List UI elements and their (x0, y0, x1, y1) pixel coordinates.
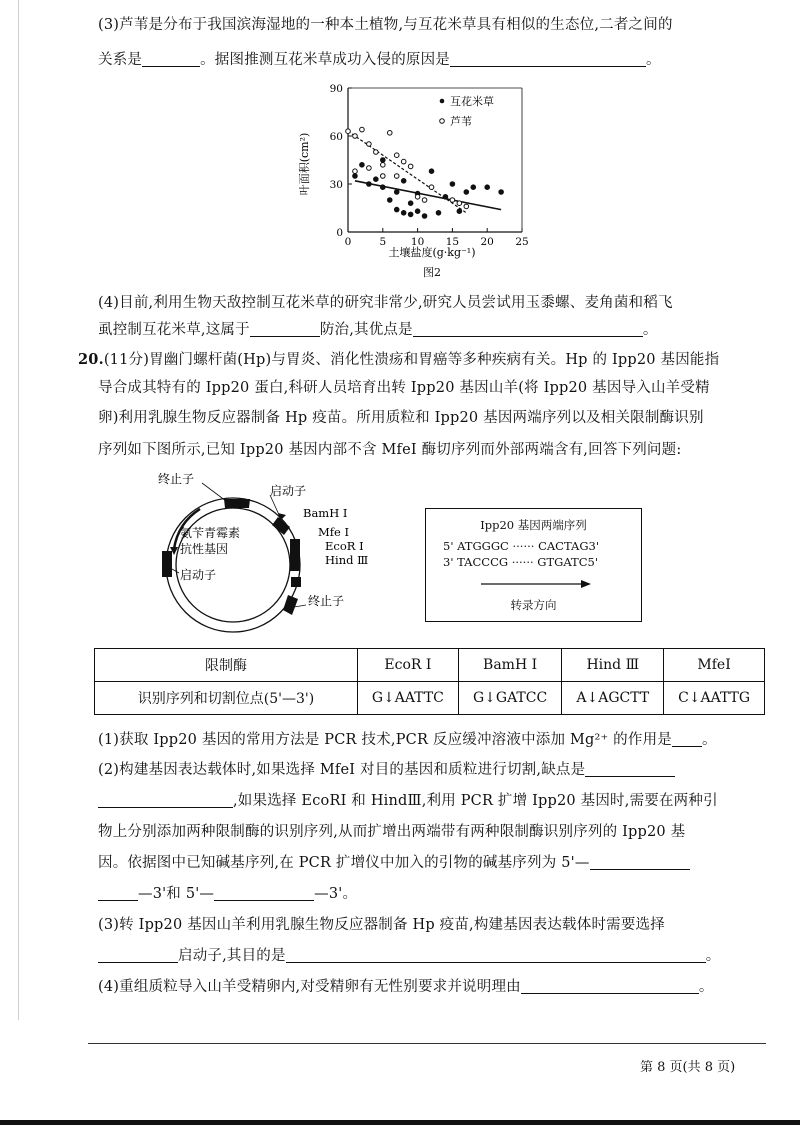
table-row (95, 649, 765, 682)
data-point-spartina (394, 207, 399, 212)
answer-blank[interactable] (286, 948, 706, 963)
sequence-strand-1: 5' ATGGGC ······ CACTAG3' (443, 539, 599, 553)
answer-blank[interactable] (413, 322, 643, 337)
ecori-label: EcoR Ⅰ (325, 539, 364, 553)
data-point-reed (394, 174, 399, 179)
q20-line3: 卵)利用乳腺生物反应器制备 Hp 疫苗。所用质粒和 Ipp20 基因两端序列以及相关限制酶识别 (98, 410, 704, 426)
q20-line4: 序列如下图所示,已知 Ipp20 基因内部不含 MfeI 酶切序列而外部两端含有,回答下列问题: (98, 442, 682, 458)
data-point-reed (346, 129, 351, 134)
data-point-spartina (401, 179, 406, 184)
y-tick-label: 60 (329, 131, 343, 143)
answer-blank[interactable] (250, 322, 320, 337)
table-row (95, 682, 765, 715)
data-point-reed (394, 153, 399, 158)
chart-title: 图2 (423, 266, 441, 279)
footer-rule (88, 1043, 766, 1044)
subq1-line: (1)获取 Ipp20 基因的常用方法是 PCR 技术,PCR 反应缓冲溶液中添加 Mg²⁺ 的作用是 。 (98, 732, 717, 748)
data-point-reed (367, 142, 372, 147)
data-point-reed (401, 159, 406, 164)
q3-line1: (3)芦苇是分布于我国滨海湿地的一种本土植物,与互花米草具有相似的生态位,二者之间的 (98, 17, 673, 33)
fit-line-spartina (355, 181, 501, 210)
promoter-block-left (162, 551, 172, 577)
data-point-spartina (394, 190, 399, 195)
answer-blank[interactable] (98, 793, 233, 808)
legend-label-reed: 芦苇 (450, 115, 472, 128)
subq2-line1: (2)构建基因表达载体时,如果选择 MfeI 对目的基因和质粒进行切割,缺点是 (98, 760, 675, 780)
callout-line (172, 569, 179, 573)
restriction-site-block (290, 539, 300, 571)
page-number: 第 8 页(共 8 页) (640, 1060, 736, 1075)
callout-line (270, 495, 280, 517)
q4-line2: 虱控制互花米草,这属于 防治,其优点是 。 (98, 322, 658, 338)
q4-line1: (4)目前,利用生物天敌控制互花米草的研究非常少,研究人员尝试用玉黍螺、麦角菌和稻飞 (98, 295, 673, 311)
data-point-reed (450, 198, 455, 203)
data-point-spartina (381, 185, 386, 190)
x-tick-label: 0 (344, 236, 352, 248)
data-point-reed (353, 134, 358, 139)
x-axis-label: 土壤盐度(g·kg⁻¹) (388, 246, 476, 259)
data-point-spartina (415, 209, 420, 214)
table-header-cell: 限制酶 (95, 649, 358, 682)
callout-line (294, 605, 306, 607)
gene-sequence-box (425, 508, 642, 622)
x-tick-label: 25 (515, 236, 529, 248)
x-tick-label: 5 (379, 236, 387, 248)
resistance-label-2: 抗性基因 (180, 542, 229, 556)
answer-blank[interactable] (521, 979, 699, 994)
data-point-reed (457, 201, 462, 206)
y-axis-label: 叶面积(cm²) (298, 132, 311, 196)
table-cell: A↓AGCTT (562, 682, 664, 715)
data-point-spartina (450, 182, 455, 187)
answer-blank[interactable] (98, 948, 178, 963)
data-point-spartina (353, 174, 358, 179)
transcription-direction-label: 转录方向 (510, 598, 557, 612)
bottom-edge-bar (0, 1120, 800, 1125)
hindiii-label: Hind Ⅲ (325, 553, 369, 567)
q3-line2: 关系是 。据图推测互花米草成功入侵的原因是 。 (98, 52, 661, 68)
x-tick-label: 10 (410, 236, 425, 248)
left-margin-rule (18, 0, 19, 1020)
transcription-arrow (481, 579, 591, 589)
terminator-block-top (224, 499, 250, 508)
data-point-spartina (471, 185, 476, 190)
data-point-reed (464, 204, 469, 209)
x-tick-label: 15 (445, 236, 460, 248)
sequence-strand-2: 3' TACCCG ······ GTGATC5' (443, 555, 598, 569)
table-header-cell: MfeI (664, 649, 765, 682)
data-point-spartina (408, 201, 413, 206)
bamhi-label: BamH Ⅰ (303, 506, 348, 520)
answer-blank[interactable] (142, 52, 200, 67)
table-header-cell: EcoR Ⅰ (358, 649, 459, 682)
promoter-label-top: 启动子 (270, 484, 307, 498)
answer-blank[interactable] (585, 762, 675, 777)
q20-line1: 20.(11分)胃幽门螺杆菌(Hp)与胃炎、消化性溃疡和胃癌等多种疾病有关。Hp 的 Ipp20 基因能指 (78, 351, 720, 368)
q20-line2: 导合成其特有的 Ipp20 蛋白,科研人员培育出转 Ipp20 基因山羊(将 Ipp20 基因导入山羊受精 (98, 380, 710, 396)
data-point-reed (408, 164, 413, 169)
legend-marker-open (440, 119, 445, 124)
data-point-reed (415, 195, 420, 200)
plasmid-diagram (140, 465, 390, 640)
table-cell: G↓AATTC (358, 682, 459, 715)
data-point-spartina (429, 169, 434, 174)
answer-blank[interactable] (214, 886, 314, 901)
data-point-reed (360, 127, 365, 132)
table-header-cell: Hind Ⅲ (562, 649, 664, 682)
y-tick-label: 30 (329, 179, 343, 191)
data-point-spartina (464, 190, 469, 195)
callout-line (202, 483, 226, 501)
mfei-label: Mfe Ⅰ (318, 525, 350, 539)
data-point-spartina (381, 158, 386, 163)
data-point-spartina (374, 177, 379, 182)
data-point-spartina (367, 182, 372, 187)
data-point-spartina (436, 211, 441, 216)
answer-blank[interactable] (98, 886, 138, 901)
data-point-spartina (499, 190, 504, 195)
y-tick-label: 0 (336, 227, 343, 239)
table-cell: 识别序列和切割位点(5'—3') (95, 682, 358, 715)
subq2-line5: —3'和 5'— —3'。 (98, 884, 357, 904)
table-cell: C↓AATTG (664, 682, 765, 715)
x-tick-label: 20 (480, 236, 494, 248)
data-point-spartina (422, 214, 427, 219)
table-header-cell: BamH Ⅰ (458, 649, 562, 682)
legend-marker-filled (440, 99, 445, 104)
terminator-label-bottom: 终止子 (308, 594, 345, 608)
subq2-line2: ,如果选择 EcoRI 和 HindⅢ,利用 PCR 扩增 Ipp20 基因时,需要在两种引 (98, 791, 718, 811)
subq3-line1: (3)转 Ipp20 基因山羊利用乳腺生物反应器制备 Hp 疫苗,构建基因表达载体时需要选择 (98, 917, 665, 933)
data-point-reed (387, 131, 392, 136)
legend-label-spartina: 互花米草 (450, 95, 494, 108)
promoter-label-left: 启动子 (180, 568, 217, 582)
figure2-chart (300, 78, 540, 288)
data-point-spartina (387, 198, 392, 203)
subq2-line3: 物上分别添加两种限制酶的识别序列,从而扩增出两端带有两种限制酶识别序列的 Ipp20 基 (98, 824, 686, 840)
subq2-line4: 因。依据图中已知碱基序列,在 PCR 扩增仪中加入的引物的碱基序列为 5'— (98, 853, 690, 873)
answer-blank[interactable] (590, 855, 690, 870)
subq4-line: (4)重组质粒导入山羊受精卵内,对受精卵有无性别要求并说明理由 。 (98, 979, 714, 995)
question-number: 20. (78, 351, 104, 368)
data-point-reed (422, 198, 427, 203)
table-cell: G↓GATCC (458, 682, 562, 715)
data-point-reed (367, 166, 372, 171)
y-tick-label: 90 (329, 83, 343, 95)
terminator-block-bottom (283, 595, 298, 615)
data-point-spartina (408, 212, 413, 217)
resistance-label-1: 氨苄青霉素 (180, 526, 241, 540)
data-point-reed (381, 174, 386, 179)
data-point-reed (374, 150, 379, 155)
restriction-enzyme-table (94, 648, 765, 715)
answer-blank[interactable] (450, 52, 646, 67)
data-point-reed (381, 163, 386, 168)
data-point-spartina (360, 163, 365, 168)
terminator-label-top: 终止子 (158, 472, 195, 486)
subq3-line2: 启动子,其目的是 。 (98, 946, 720, 966)
fit-line-reed (348, 131, 466, 213)
data-point-spartina (485, 185, 490, 190)
answer-blank[interactable] (672, 732, 702, 747)
data-point-reed (353, 169, 358, 174)
gene-box-title: Ipp20 基因两端序列 (480, 518, 587, 532)
data-point-spartina (401, 211, 406, 216)
data-point-reed (429, 185, 434, 190)
hind-site-block (291, 577, 301, 587)
